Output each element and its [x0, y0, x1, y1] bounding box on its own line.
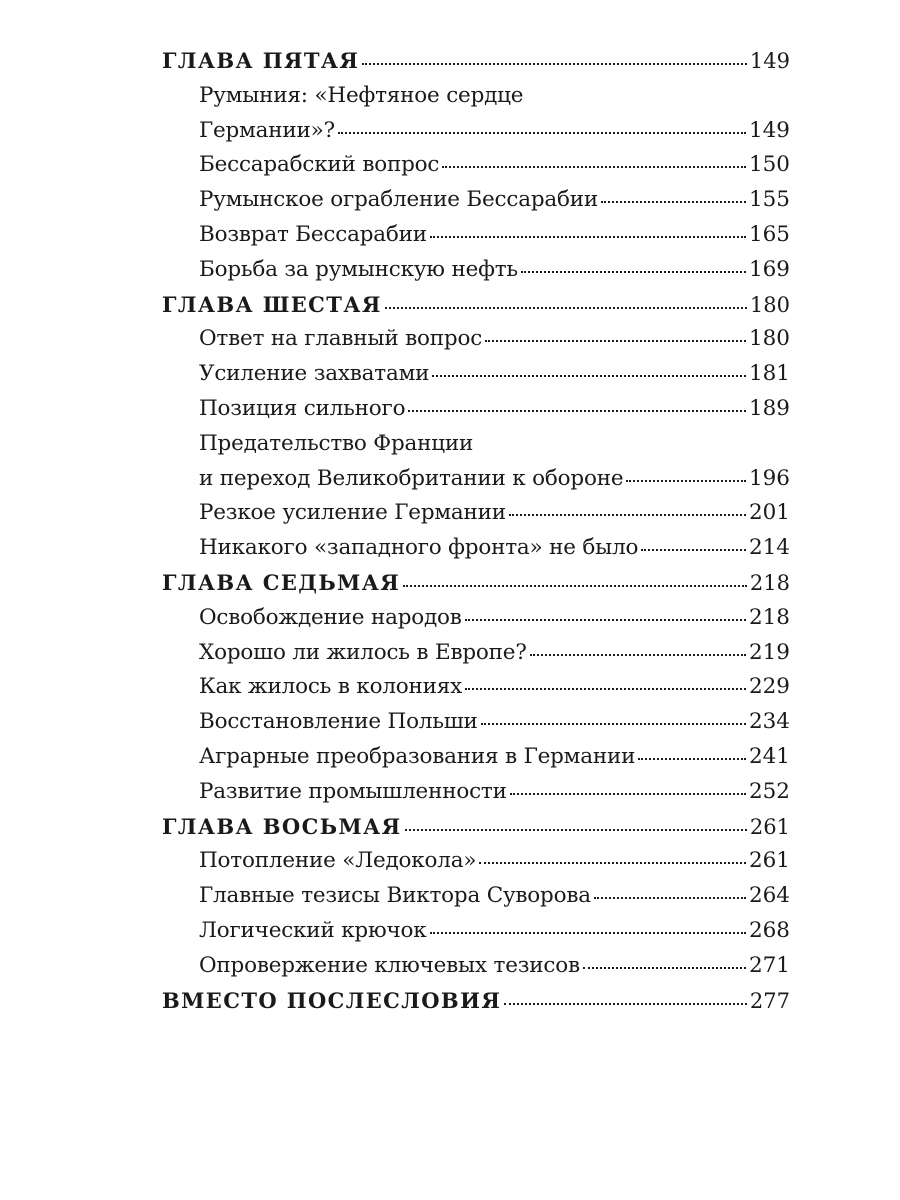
- toc-page-number: 229: [748, 674, 790, 700]
- toc-section-entry: [162, 636, 790, 671]
- toc-page-number: 219: [748, 639, 790, 665]
- toc-chapter-entry: [162, 984, 790, 1019]
- toc-chapter-title: ГЛАВА ВОСЬМАЯ: [162, 813, 402, 839]
- toc-section-title: Освобождение народов: [199, 604, 462, 630]
- toc-section-entry: [162, 879, 790, 914]
- toc-section-entry: [162, 670, 790, 705]
- dot-leader: [432, 375, 746, 377]
- toc-page-number: 181: [748, 361, 790, 387]
- toc-section-title: Опровержение ключевых тезисов: [199, 952, 580, 978]
- toc-chapter-entry: [162, 44, 790, 79]
- dot-leader: [479, 862, 746, 864]
- toc-page-number: 196: [748, 465, 790, 491]
- dot-leader: [405, 829, 747, 831]
- toc-page-number: 218: [749, 570, 790, 595]
- dot-leader: [465, 688, 746, 690]
- toc-chapter-title: ВМЕСТО ПОСЛЕСЛОВИЯ: [162, 987, 502, 1013]
- toc-section-title: Потопление «Ледокола»: [199, 848, 477, 874]
- dot-leader: [430, 932, 746, 934]
- toc-section-title: Усиление захватами: [199, 361, 430, 387]
- toc-page-number: 264: [748, 883, 790, 909]
- toc-page-number: 201: [748, 500, 790, 526]
- dot-leader: [485, 340, 746, 342]
- dot-leader: [403, 585, 747, 587]
- toc-chapter-entry: [162, 810, 790, 845]
- dot-leader: [530, 654, 746, 656]
- toc-section-title: Главные тезисы Виктора Суворова: [199, 883, 591, 909]
- toc-page-number: 277: [749, 988, 790, 1013]
- toc-page-number: 268: [748, 917, 790, 943]
- toc-page-number: 180: [748, 326, 790, 352]
- toc-section-title: Как жилось в колониях: [199, 674, 463, 700]
- dot-leader: [638, 758, 746, 760]
- toc-section-title: Позиция сильного: [199, 395, 406, 421]
- toc-section-entry: [162, 705, 790, 740]
- toc-section-title: Никакого «западного фронта» не было: [199, 535, 639, 561]
- toc-section-entry: [162, 949, 790, 984]
- toc-section-entry: [162, 253, 790, 288]
- dot-leader: [583, 967, 746, 969]
- toc-section-title: Восстановление Польши: [199, 709, 478, 735]
- dot-leader: [521, 271, 746, 273]
- dot-leader: [408, 410, 746, 412]
- toc-section-title: и переход Великобритании к обороне: [199, 465, 624, 491]
- toc-section-title-line1: Предательство Франции: [199, 430, 474, 456]
- toc-chapter-title: ГЛАВА ПЯТАЯ: [162, 48, 360, 73]
- dot-leader: [510, 793, 746, 795]
- dot-leader: [601, 201, 746, 203]
- dot-leader: [362, 63, 747, 65]
- dot-leader: [594, 897, 746, 899]
- toc-section-title: Аграрные преобразования в Германии: [199, 743, 636, 769]
- toc-section-title: Резкое усиление Германии: [199, 500, 506, 526]
- dot-leader: [430, 236, 746, 238]
- toc-section-entry: [162, 148, 790, 183]
- toc-section-title: Румынское ограбление Бессарабии: [199, 187, 599, 213]
- toc-section-title: Ответ на главный вопрос: [199, 326, 483, 352]
- toc-section-title-line1: Румыния: «Нефтяное сердце: [199, 82, 524, 108]
- toc-page-number: 150: [748, 152, 790, 178]
- toc-section-entry: [162, 844, 790, 879]
- toc-section-entry: [162, 218, 790, 253]
- toc-page-number: 261: [748, 848, 790, 874]
- dot-leader: [481, 723, 746, 725]
- toc-chapter-title: ГЛАВА СЕДЬМАЯ: [162, 569, 401, 595]
- toc-section-title: Возврат Бессарабии: [199, 221, 427, 247]
- toc-page-number: 165: [748, 221, 790, 247]
- toc-chapter-title: ГЛАВА ШЕСТАЯ: [162, 291, 382, 317]
- table-of-contents: [162, 44, 790, 1018]
- toc-chapter-entry: [162, 566, 790, 601]
- dot-leader: [641, 549, 746, 551]
- toc-page-number: 214: [748, 535, 790, 561]
- toc-section-title: Логический крючок: [199, 917, 427, 943]
- toc-page-number: 189: [748, 395, 790, 421]
- toc-page-number: 218: [748, 604, 790, 630]
- toc-section-entry: [162, 322, 790, 357]
- dot-leader: [626, 480, 746, 482]
- toc-section-title: Хорошо ли жилось в Европе?: [199, 639, 527, 665]
- toc-page-number: 155: [748, 187, 790, 213]
- toc-page-number: 149: [749, 49, 790, 73]
- toc-page-number: 261: [749, 814, 790, 839]
- toc-section-entry: [162, 496, 790, 531]
- dot-leader: [504, 1003, 747, 1005]
- dot-leader: [509, 514, 746, 516]
- toc-section-entry: [162, 462, 790, 497]
- dot-leader: [465, 619, 746, 621]
- toc-section-entry: [162, 114, 790, 149]
- dot-leader: [442, 166, 746, 168]
- toc-section-entry: [162, 740, 790, 775]
- toc-page-number: 252: [748, 778, 790, 804]
- toc-section-entry: [162, 914, 790, 949]
- dot-leader: [338, 132, 746, 134]
- toc-page-number: 149: [748, 117, 790, 143]
- toc-page-number: 271: [748, 952, 790, 978]
- toc-page-number: 234: [748, 709, 790, 735]
- toc-page-number: 180: [749, 292, 790, 317]
- toc-section-entry: [162, 392, 790, 427]
- toc-section-title: Развитие промышленности: [199, 778, 507, 804]
- toc-chapter-entry: [162, 288, 790, 323]
- dot-leader: [385, 307, 747, 309]
- toc-section-title: Бессарабский вопрос: [199, 152, 440, 178]
- toc-section-title: Борьба за румынскую нефть: [199, 256, 518, 282]
- toc-page-number: 169: [748, 256, 790, 282]
- toc-page-number: 241: [748, 743, 790, 769]
- toc-section-entry: [162, 601, 790, 636]
- toc-section-entry: [162, 775, 790, 810]
- toc-section-entry: [162, 357, 790, 392]
- toc-section-title: Германии»?: [199, 117, 335, 143]
- toc-section-entry: [162, 531, 790, 566]
- toc-section-entry: [162, 183, 790, 218]
